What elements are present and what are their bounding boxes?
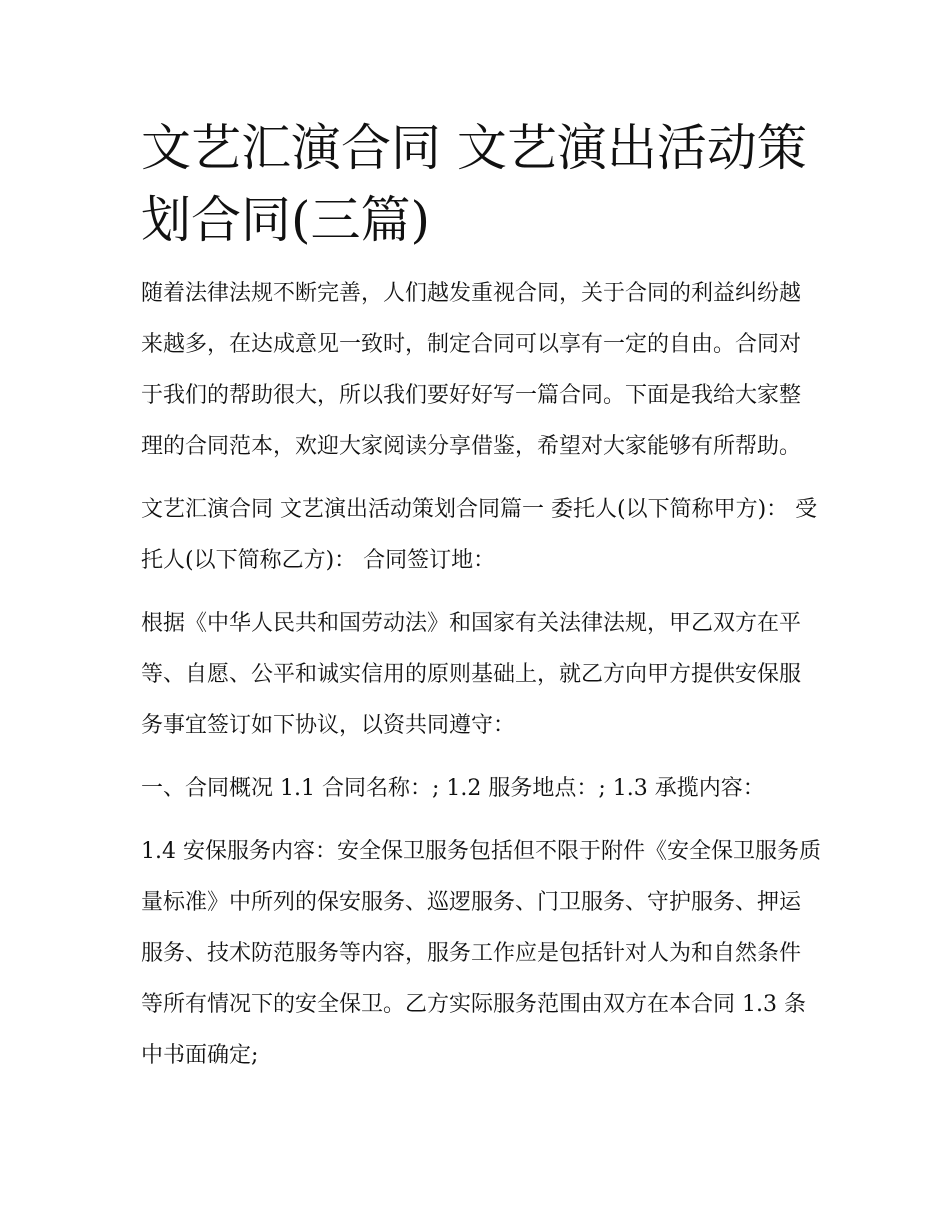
legal-basis-paragraph: 根据《中华人民共和国劳动法》和国家有关法律法规，甲乙双方在平等、自愿、公平和诚实信用的原则基础上，就乙方向甲方提供安保服务事宜签订如下协议，以资共同遵守：	[141, 611, 802, 738]
contract-overview-paragraph: 一、合同概况 1.1 合同名称：; 1.2 服务地点：; 1.3 承揽内容：	[141, 776, 765, 801]
service-content-paragraph: 1.4 安保服务内容：安全保卫服务包括但不限于附件《安全保卫服务质量标准》中所列的保安服务、巡逻服务、门卫服务、守护服务、押运服务、技术防范服务等内容，服务工作应是包括针对人为和自然条件等所有情况下的安全保卫。乙方实际服务范围由双方在本合同 1.3 条中书面确定;	[141, 839, 821, 1068]
document-title: 文艺汇演合同 文艺演出活动策划合同(三篇)	[141, 119, 807, 249]
contract-parties-paragraph: 文艺汇演合同 文艺演出活动策划合同篇一 委托人(以下简称甲方)： 受托人(以下简称乙方)： 合同签订地：	[141, 497, 818, 573]
document-body	[141, 112, 821, 1081]
intro-paragraph: 随着法律法规不断完善，人们越发重视合同，关于合同的利益纠纷越来越多，在达成意见一致时，制定合同可以享有一定的自由。合同对于我们的帮助很大，所以我们要好好写一篇合同。下面是我给大家整理的合同范本，欢迎大家阅读分享借鉴，希望对大家能够有所帮助。	[141, 281, 802, 459]
